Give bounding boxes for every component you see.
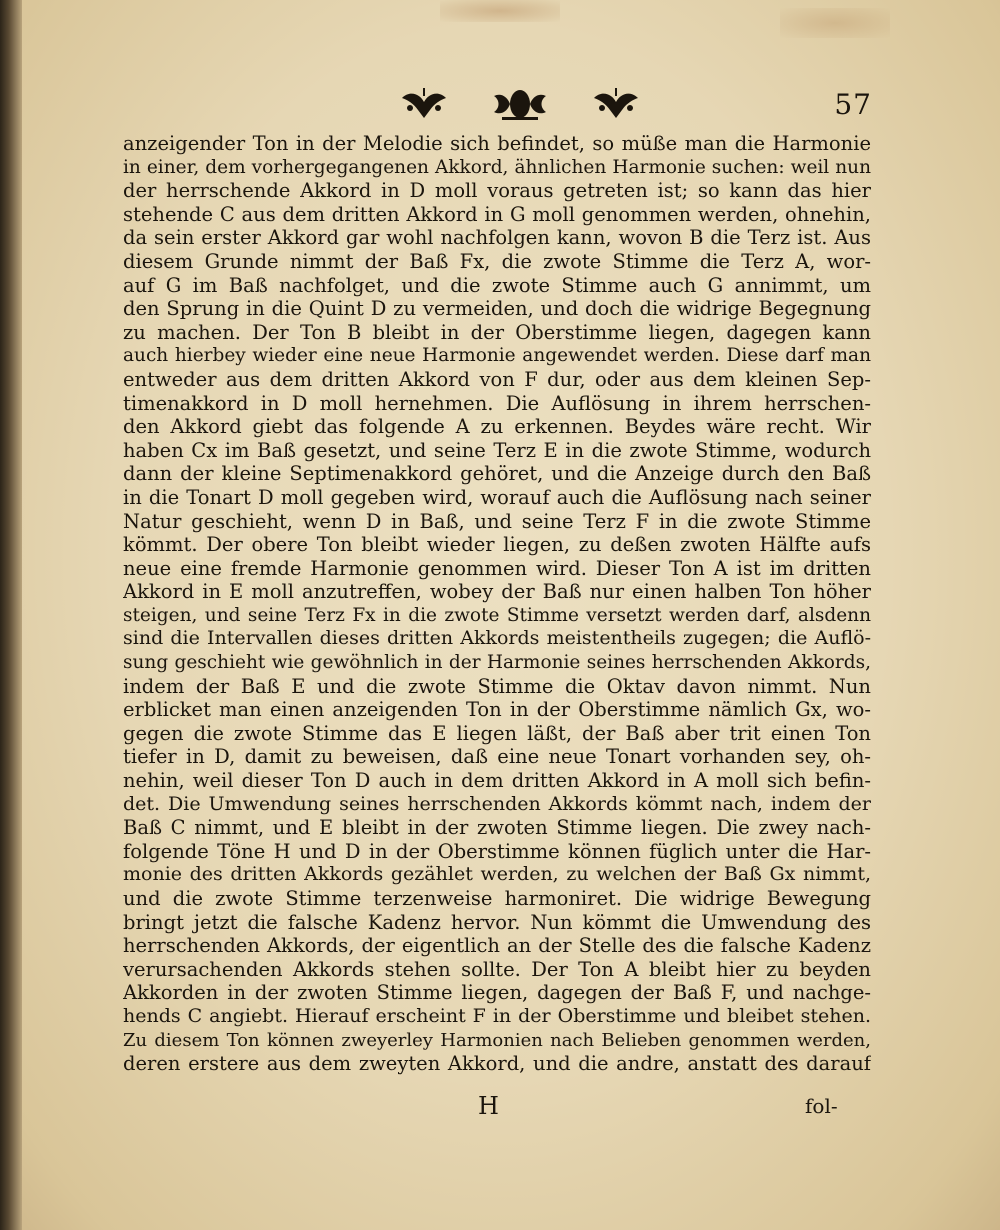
page-number: 57 bbox=[834, 88, 872, 121]
catchword: fol- bbox=[805, 1094, 838, 1118]
fleuron-center-icon bbox=[494, 90, 546, 120]
text-line: det. Die Umwendung seines herrschenden Akkords kömmt nach, indem der bbox=[123, 792, 871, 815]
text-line: Akkorden in der zwoten Stimme liegen, dagegen der Baß F, und nachge- bbox=[123, 981, 871, 1005]
text-line: sind die Intervallen dieses dritten Akkords meistentheils zugegen; die Auflö- bbox=[123, 627, 871, 650]
text-line: stehende C aus dem dritten Akkord in G moll genommen werden, ohnehin, bbox=[123, 202, 871, 226]
text-line: den Sprung in die Quint D zu vermeiden, und doch die widrige Begegnung bbox=[123, 297, 871, 321]
text-line: gegen die zwote Stimme das E liegen läßt, der Baß aber trit einen Ton bbox=[123, 721, 871, 745]
page-header bbox=[0, 84, 1000, 128]
text-line: und die zwote Stimme terzenweise harmoniret. Die widrige Bewegung bbox=[123, 887, 871, 910]
body-text bbox=[123, 132, 871, 1076]
text-line: nehin, weil dieser Ton D auch in dem dritten Akkord in A moll sich befin- bbox=[123, 769, 871, 793]
binding-gutter bbox=[0, 0, 22, 1230]
text-line: tiefer in D, damit zu beweisen, daß eine neue Tonart vorhanden sey, oh- bbox=[123, 745, 871, 769]
text-line: da sein erster Akkord gar wohl nachfolgen kann, wovon B die Terz ist. Aus bbox=[123, 226, 871, 250]
fleuron-row-icon bbox=[390, 84, 650, 124]
paper-stain bbox=[780, 8, 890, 38]
text-line: folgende Töne H und D in der Oberstimme können füglich unter die Har- bbox=[123, 839, 871, 863]
text-line: Zu diesem Ton können zweyerley Harmonien nach Belieben genommen werden, bbox=[123, 1029, 871, 1051]
text-line: den Akkord giebt das folgende A zu erkennen. Beydes wäre recht. Wir bbox=[123, 415, 871, 439]
fleuron-right-icon bbox=[594, 88, 638, 118]
text-line: diesem Grunde nimmt der Baß Fx, die zwote Stimme die Terz A, wor- bbox=[123, 249, 871, 273]
text-line: hends C angiebt. Hierauf erscheint F in der Oberstimme und bleibet stehen. bbox=[123, 1004, 871, 1027]
text-line: monie des dritten Akkords gezählet werden, zu welchen der Baß Gx nimmt, bbox=[123, 863, 871, 886]
text-line: haben Cx im Baß gesetzt, und seine Terz E in die zwote Stimme, wodurch bbox=[123, 438, 871, 462]
text-line: sung geschieht wie gewöhnlich in der Harmonie seines herrschenden Akkords, bbox=[123, 652, 871, 674]
text-line: indem der Baß E und die zwote Stimme die Oktav davon nimmt. Nun bbox=[123, 674, 871, 698]
text-line: herrschenden Akkords, der eigentlich an der Stelle des die falsche Kadenz bbox=[123, 934, 871, 958]
paper-stain bbox=[440, 0, 560, 22]
text-line: dann der kleine Septimenakkord gehöret, und die Anzeige durch den Baß bbox=[123, 462, 871, 486]
text-line: anzeigender Ton in der Melodie sich befindet, so müße man die Harmonie bbox=[123, 132, 871, 155]
text-line: deren erstere aus dem zweyten Akkord, und die andre, anstatt des darauf bbox=[123, 1052, 871, 1076]
text-line: Baß C nimmt, und E bleibt in der zwoten Stimme liegen. Die zwey nach- bbox=[123, 816, 871, 840]
text-line: erblicket man einen anzeigenden Ton in der Oberstimme nämlich Gx, wo- bbox=[123, 698, 871, 722]
text-line: verursachenden Akkords stehen sollte. Der Ton A bleibt hier zu beyden bbox=[123, 957, 871, 981]
text-line: timenakkord in D moll hernehmen. Die Auflösung in ihrem herrschen- bbox=[123, 391, 871, 415]
signature-mark: H bbox=[478, 1092, 499, 1120]
text-line: in einer, dem vorhergegangenen Akkord, ähnlichen Harmonie suchen: weil nun bbox=[123, 156, 871, 178]
text-line: in die Tonart D moll gegeben wird, worauf auch die Auflösung nach seiner bbox=[123, 485, 871, 509]
text-line: entweder aus dem dritten Akkord von F dur, oder aus dem kleinen Sep- bbox=[123, 367, 871, 391]
text-line: Akkord in E moll anzutreffen, wobey der Baß nur einen halben Ton höher bbox=[123, 580, 871, 604]
text-line: auf G im Baß nachfolget, und die zwote Stimme auch G annimmt, um bbox=[123, 273, 871, 297]
text-line: der herrschende Akkord in D moll voraus getreten ist; so kann das hier bbox=[123, 179, 871, 203]
text-line: steigen, und seine Terz Fx in die zwote Stimme versetzt werden darf, alsdenn bbox=[123, 604, 871, 626]
text-line: kömmt. Der obere Ton bleibt wieder liegen, zu deßen zwoten Hälfte aufs bbox=[123, 533, 871, 557]
text-line: bringt jetzt die falsche Kadenz hervor. Nun kömmt die Umwendung des bbox=[123, 910, 871, 934]
fleuron-left-icon bbox=[402, 88, 446, 118]
text-line: neue eine fremde Harmonie genommen wird. Dieser Ton A ist im dritten bbox=[123, 556, 871, 580]
text-line: zu machen. Der Ton B bleibt in der Oberstimme liegen, dagegen kann bbox=[123, 320, 871, 344]
text-line: auch hierbey wieder eine neue Harmonie angewendet werden. Diese darf man bbox=[123, 345, 871, 367]
text-line: Natur geschieht, wenn D in Baß, und seine Terz F in die zwote Stimme bbox=[123, 509, 871, 533]
